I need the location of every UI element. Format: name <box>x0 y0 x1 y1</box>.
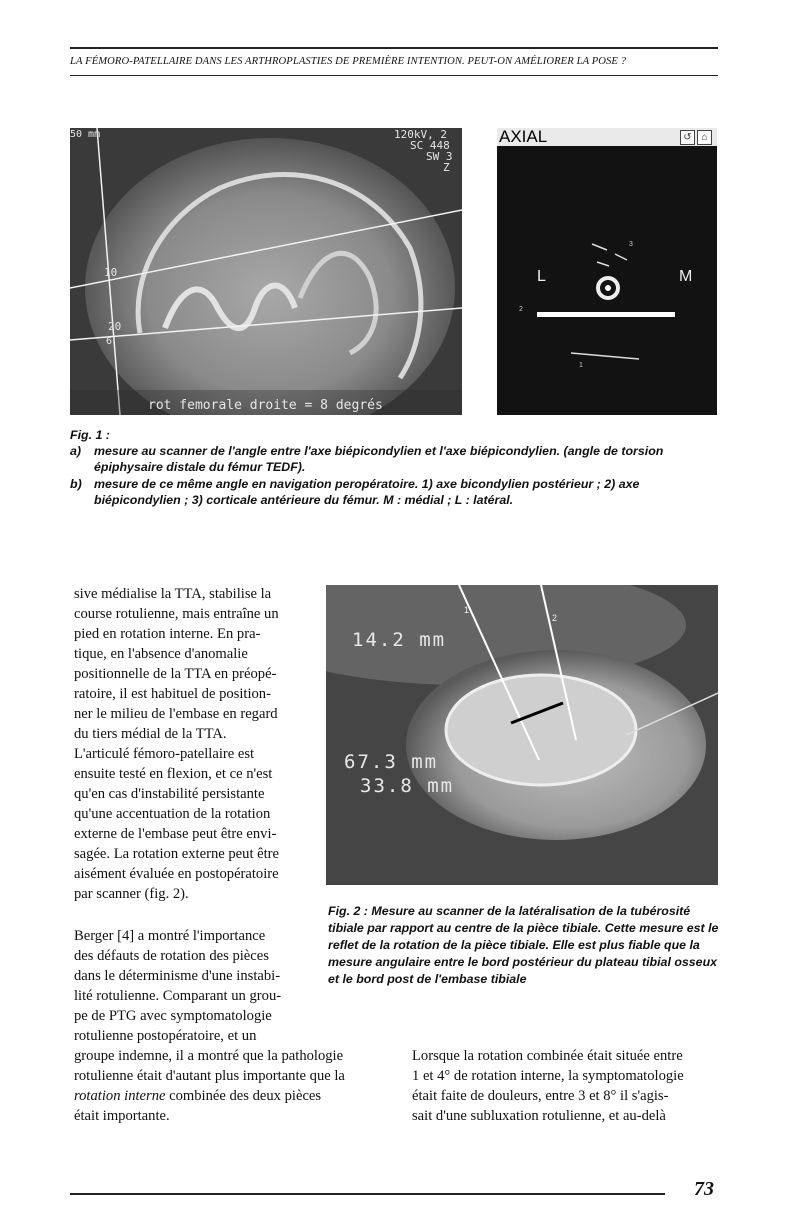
text-line: était faite de douleurs, entre 3 et 8° il s'agis- <box>412 1088 669 1104</box>
fig1-caption-a-text: mesure au scanner de l'angle entre l'axe biépicondylien et l'axe biépicondylien. (angle de torsion épiphysaire distale du fémur TEDF). <box>94 444 664 474</box>
italic-term: rotation interne <box>74 1088 166 1104</box>
ct-info-line-1: 120kV, 2 <box>394 128 447 141</box>
text-line: rotulienne était d'autant plus importante que la <box>74 1068 345 1084</box>
text-line: par scanner (fig. 2). <box>74 886 189 902</box>
text-line: du tiers médial de la TTA. <box>74 726 227 742</box>
rotate-icon[interactable]: ↺ <box>680 130 695 145</box>
text-line: externe de l'embase peut être envi- <box>74 826 277 842</box>
text-line <box>74 1086 394 1106</box>
text-line: ratoire, il est habituel de position- <box>74 686 271 702</box>
ct-tick-6: 6 <box>106 336 113 347</box>
page-number: 73 <box>694 1178 714 1200</box>
axial-axis-3-label: 3 <box>629 241 633 248</box>
ct-scan-drawing <box>70 128 462 415</box>
ct-info-line-3: SW 3 <box>426 150 453 163</box>
body-paragraph-3 <box>412 1046 724 1126</box>
text-line: Lorsque la rotation combinée était située entre <box>412 1048 683 1064</box>
text-line: sive médialise la TTA, stabilise la <box>74 586 272 602</box>
text-line: lité rotulienne. Comparant un grou- <box>74 988 282 1004</box>
ct-tick-20: 20 <box>108 320 122 333</box>
body-paragraph-2 <box>74 926 394 1126</box>
measure-67-3: 67.3 mm <box>344 751 439 773</box>
footer-rule <box>70 1193 665 1195</box>
running-title: LA FÉMORO-PATELLAIRE DANS LES ARTHROPLASTIES DE PREMIÈRE INTENTION. PEUT-ON AMÉLIORER LA POSE ? <box>70 56 627 67</box>
body-paragraph-1 <box>74 584 314 904</box>
text-line: qu'une accentuation de la rotation <box>74 806 271 822</box>
fig1-caption-title: Fig. 1 : <box>70 428 110 442</box>
ct-info-line-2: SC 448 <box>410 139 450 152</box>
axis-label-2: 2 <box>552 613 558 623</box>
measure-14-2: 14.2 mm <box>352 629 447 651</box>
text-line: sait d'une subluxation rotulienne, et au-delà <box>412 1108 666 1124</box>
text-line: positionnelle de la TTA en préopé- <box>74 666 277 682</box>
ct-rotation-label: rot femorale droite = 8 degrés <box>148 398 383 413</box>
tibial-ct-image <box>326 585 718 885</box>
ct-scan-image <box>70 128 462 415</box>
text-line: dans le déterminisme d'une instabi- <box>74 968 281 984</box>
fig1-caption-a-label: a) <box>70 444 82 458</box>
ct-scale-label: 50 mm <box>70 129 101 140</box>
text-line: tique, en l'absence d'anomalie <box>74 646 248 662</box>
header-bottom-rule <box>70 75 718 76</box>
fig1-caption-b-label: b) <box>70 477 82 491</box>
axial-title: AXIAL <box>499 128 548 146</box>
home-icon[interactable]: ⌂ <box>697 130 712 145</box>
text-line: ensuite testé en flexion, et ce n'est <box>74 766 273 782</box>
axial-label-lateral: L <box>537 268 546 285</box>
text-line: Berger [4] a montré l'importance <box>74 928 266 944</box>
text-line: course rotulienne, mais entraîne un <box>74 606 279 622</box>
text-line: des défauts de rotation des pièces <box>74 948 269 964</box>
ct-info-line-4: Z <box>443 161 450 174</box>
text-line: était importante. <box>74 1108 170 1124</box>
navigation-axial-image <box>497 128 717 415</box>
text-line: sagée. La rotation externe peut être <box>74 846 280 862</box>
text-line: qu'en cas d'instabilité persistante <box>74 786 265 802</box>
axial-axis-2-label: 2 <box>519 306 523 313</box>
fig2-caption: Fig. 2 : Mesure au scanner de la latéralisation de la tubérosité tibiale par rapport au centre de la pièce tibiale. Cette mesure est le reflet de la rotation de la pièce tibiale. Elle est plus fiable que la mesure angulaire entre le bord postérieur du plateau tibial osseux et le bord post de l'embase tibiale <box>328 904 719 986</box>
measure-33-8: 33.8 mm <box>360 775 455 797</box>
axial-axis-1-label: 1 <box>579 362 583 369</box>
fig1-caption-b-text: mesure de ce même angle en navigation peropératoire. 1) axe bicondylien postérieur ; 2) axe biépicondylien ; 3) corticale antérieure du fémur. M : médial ; L : latéral. <box>94 477 640 507</box>
text-line: aisément évaluée en postopératoire <box>74 866 279 882</box>
text-line: ner le milieu de l'embase en regard <box>74 706 278 722</box>
text-line: 1 et 4° de rotation interne, la symptomatologie <box>412 1068 684 1084</box>
text-line: rotulienne postopératoire, et un <box>74 1028 257 1044</box>
text-line: pe de PTG avec symptomatologie <box>74 1008 272 1024</box>
axis-label-1: 1 <box>464 605 470 615</box>
axial-label-medial: M <box>679 268 693 285</box>
ct-tick-10: 10 <box>104 266 118 279</box>
header-top-rule <box>70 47 718 49</box>
text-line: L'articulé fémoro-patellaire est <box>74 746 255 762</box>
text-line: pied en rotation interne. En pra- <box>74 626 261 642</box>
text-line: groupe indemne, il a montré que la pathologie <box>74 1048 344 1064</box>
text-fragment: combinée des deux pièces <box>165 1088 322 1104</box>
